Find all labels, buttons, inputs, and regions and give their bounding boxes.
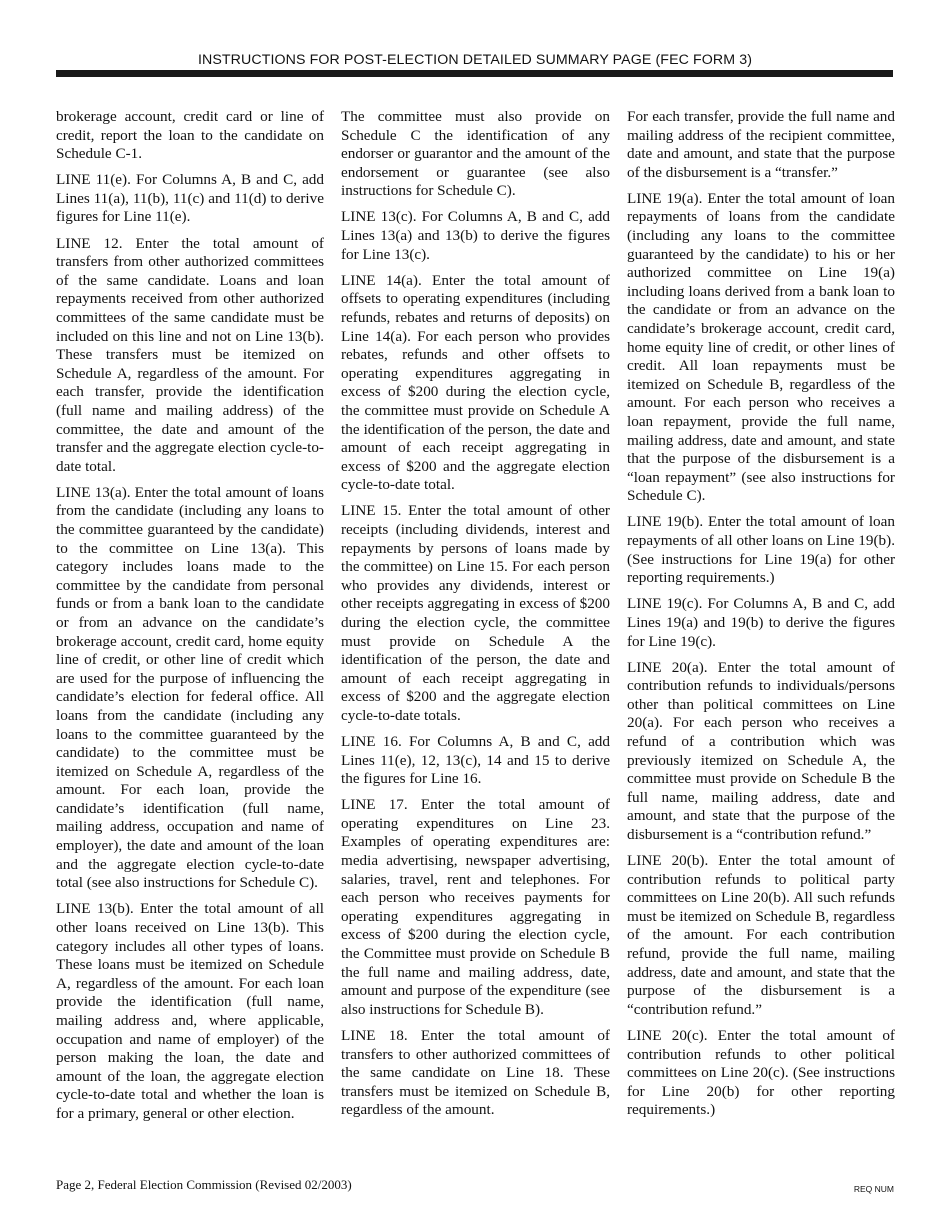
- paragraph: LINE 20(c). Enter the total amount of contribution refunds to other political committees on Line 20(c). (See instructions for Line 20(b) for other reporting requirements.): [627, 1026, 895, 1119]
- page-footer: Page 2, Federal Election Commission (Revised 02/2003): [56, 1177, 352, 1192]
- paragraph: The committee must also provide on Schedule C the identification of any endorser or guarantor and the amount of the endorsement or guarantee (see also instructions for Schedule C).: [341, 108, 610, 200]
- paragraph: LINE 13(b). Enter the total amount of all other loans received on Line 13(b). This category includes all other types of loans. These loans must be itemized on Schedule A, regardless of the amount. For each loan provide the identification (full name, mailing address and, where applicable, occupation and name of employer) of the person making the loan, the date and amount of the loan, the aggregate election cycle-to-date total and whether the loan is for a primary, general or other election.: [56, 900, 324, 1122]
- paragraph: brokerage account, credit card or line of credit, report the loan to the candidate on Schedule C-1.: [56, 108, 324, 163]
- paragraph: LINE 14(a). Enter the total amount of offsets to operating expenditures (including refunds, rebates and returns of deposits) on Line 14(a). For each person who provides rebates, refunds and other offsets to operating expenditures aggregating in excess of $200 during the election cycle, the committee must provide on Schedule A the identification of the person, the date and amount of each receipt aggregating in excess of $200 and the aggregate election cycle-to-date total.: [341, 271, 610, 494]
- paragraph: LINE 17. Enter the total amount of operating expenditures on Line 23. Examples of operating expenditures are: media advertising, newspaper advertising, salaries, travel, rent and telephones. For each person who receives payments for operating expenditures aggregating in excess of $200 during the election cycle, the Committee must provide on Schedule B the full name and mailing address, date, amount and purpose of the expenditure (see also instructions for Schedule B).: [341, 796, 610, 1018]
- paragraph: LINE 13(a). Enter the total amount of loans from the candidate (including any loans to the committee guaranteed by the candidate) to the committee on Line 13(a). This category includes loans made to the committee by the candidate from personal funds or from a bank loan to the candidate or from an advance on the candidate’s brokerage account, credit card, home equity line of credit, or other line of credit which are used for the purpose of influencing the candidate’s election for federal office. All loans from the candidate (including any loans to the committee guaranteed by the candidate) to the committee must be itemized on Schedule A, regardless of the amount. For each loan, provide the candidate’s identification (full name, mailing address, occupation and name of employer), the date and amount of the loan and the aggregate election cycle-to-date total (see also instructions for Schedule C).: [56, 483, 324, 892]
- paragraph: LINE 13(c). For Columns A, B and C, add Lines 13(a) and 13(b) to derive the figures for Line 13(c).: [341, 208, 610, 263]
- paragraph: LINE 12. Enter the total amount of transfers from other authorized committees of the same candidate. Loans and loan repayments received from other authorized committees of the same candidate must be included on this line and not on Line 13(b). These transfers must be itemized on Schedule A, regardless of the amount. For each transfer, provide the identification (full name and mailing address) of the committee, the date and amount of the transfer and the aggregate election cycle-to-date total.: [56, 234, 324, 475]
- text-column-2: [341, 108, 610, 1127]
- paragraph: LINE 15. Enter the total amount of other receipts (including dividends, interest and repayments by persons of loans made by the committee) on Line 15. For each person who provides any dividends, interest or other receipts aggregating in excess of $200 during the election cycle, the committee must provide on Schedule A the identification of the person, the date and amount of each receipt aggregating in excess of $200 and the aggregate election cycle-to-date totals.: [341, 502, 610, 724]
- paragraph: For each transfer, provide the full name and mailing address of the recipient committee, date and amount, and state that the purpose of the disbursement is a “transfer.”: [627, 108, 895, 181]
- header-rule: [56, 70, 893, 77]
- paragraph: LINE 16. For Columns A, B and C, add Lines 11(e), 12, 13(c), 14 and 15 to derive the figures for Line 16.: [341, 733, 610, 788]
- req-num-label: REQ NUM: [853, 1184, 894, 1194]
- paragraph: LINE 11(e). For Columns A, B and C, add Lines 11(a), 11(b), 11(c) and 11(d) to derive figures for Line 11(e).: [56, 171, 324, 226]
- paragraph: LINE 18. Enter the total amount of transfers to other authorized committees of the same candidate on Line 18. These transfers must be itemized on Schedule B, regardless of the amount.: [341, 1026, 610, 1119]
- paragraph: LINE 19(b). Enter the total amount of loan repayments of all other loans on Line 19(b). (See instructions for Line 19(a) for other reporting requirements.): [627, 513, 895, 587]
- page-header-title: INSTRUCTIONS FOR POST-ELECTION DETAILED SUMMARY PAGE (FEC FORM 3): [197, 52, 753, 68]
- text-column-1: [56, 108, 324, 1131]
- paragraph: LINE 20(b). Enter the total amount of contribution refunds to political party committees on Line 20(b). All such refunds must be itemized on Schedule B, regardless of the amount. For each contribution refund, provide the full name, mailing address, date and amount, and state that the purpose of the disbursement is a “contribution refund.”: [627, 852, 895, 1018]
- paragraph: LINE 20(a). Enter the total amount of contribution refunds to individuals/persons other than political committees on Line 20(a). For each person who receives a refund of a contribution which was previously itemized on Schedule A, the committee must provide on Schedule B the full name, mailing address, date and amount, and state that the purpose of the disbursement is a “contribution refund.”: [627, 658, 895, 843]
- paragraph: LINE 19(a). Enter the total amount of loan repayments of loans from the candidate (including any loans to the committee guaranteed by the candidate) to his or her authorized committee on Line 19(a) including loans derived from a bank loan to the candidate or from an advance on the candidate’s brokerage account, credit card, home equity line of credit, or other lines of credit. All loan repayments must be itemized on Schedule B, regardless of the amount. For each person who receives a loan repayment, provide the full name, mailing address, date and amount, and state that the purpose of the disbursement is a “loan repayment” (see also instructions for Schedule C).: [627, 189, 895, 505]
- text-column-3: [627, 108, 895, 1127]
- paragraph: LINE 19(c). For Columns A, B and C, add Lines 19(a) and 19(b) to derive the figures for Line 19(c).: [627, 595, 895, 650]
